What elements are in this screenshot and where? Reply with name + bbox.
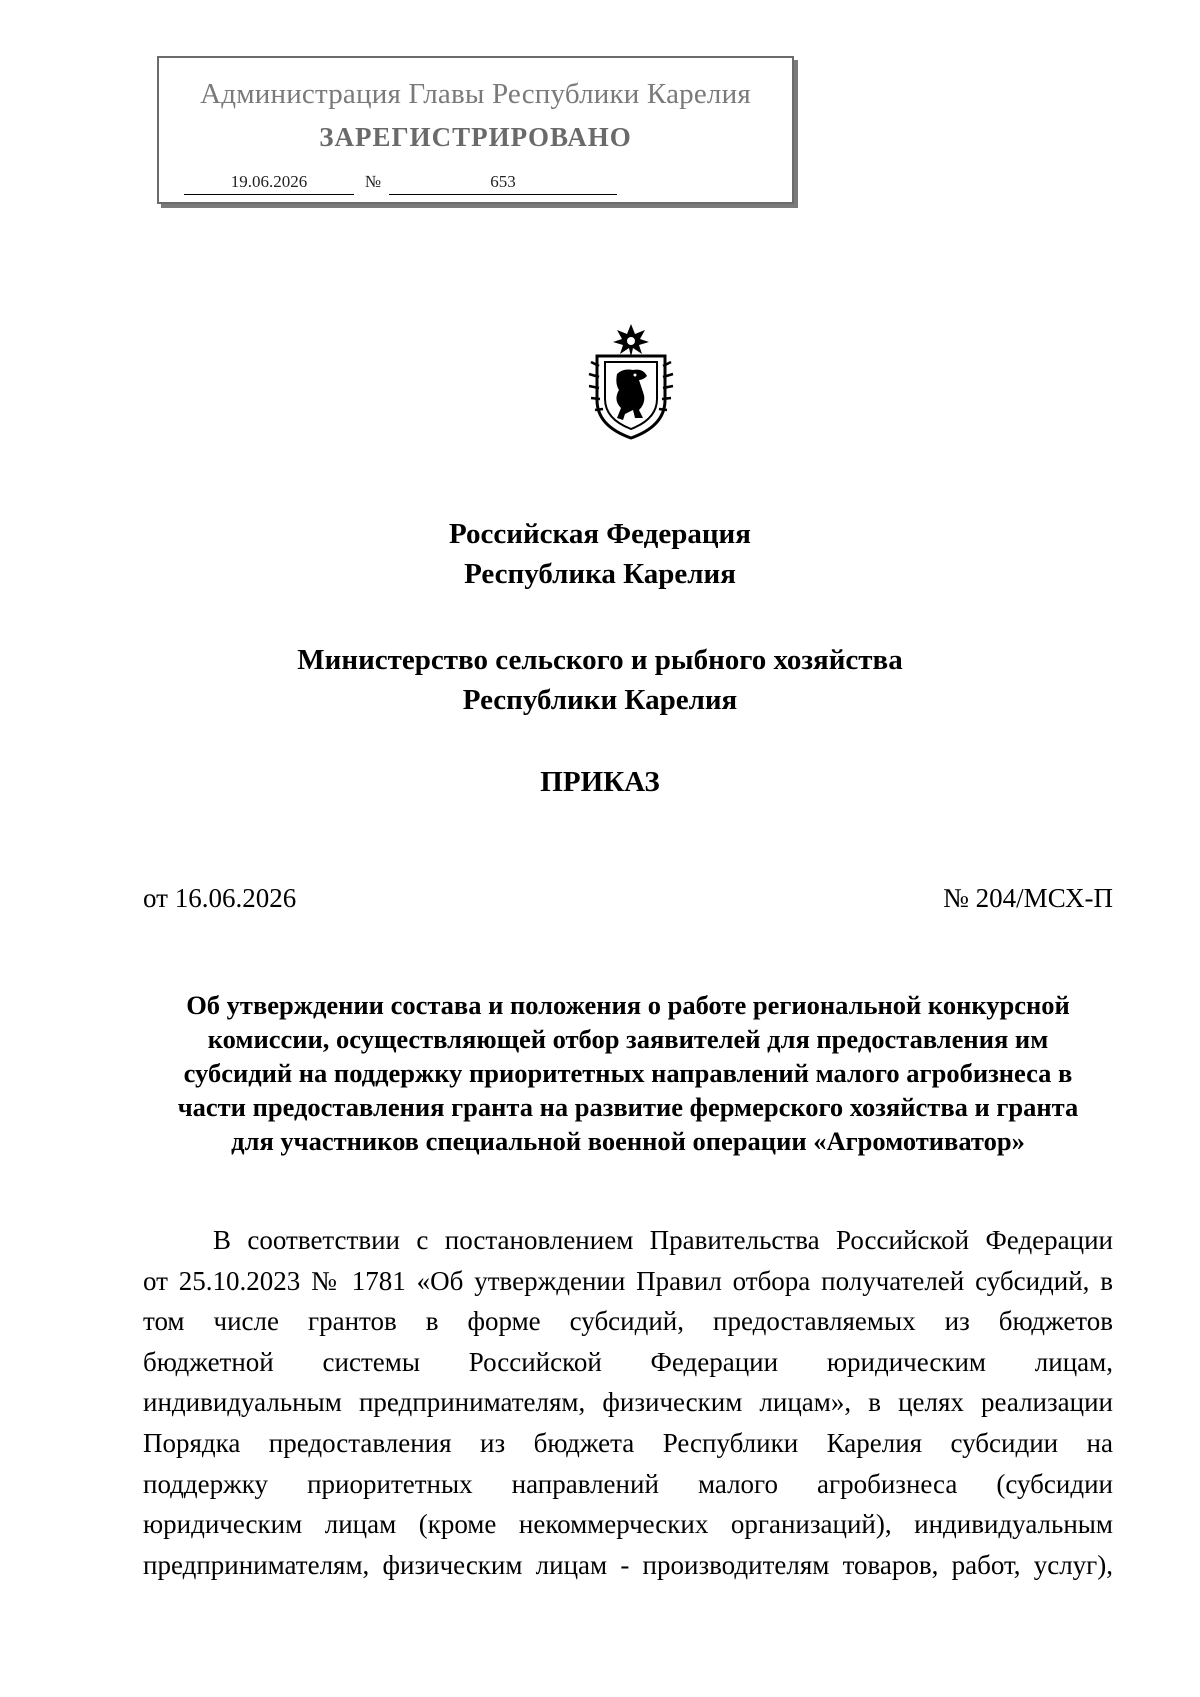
karelia-coat-of-arms-icon <box>583 322 679 442</box>
stamp-date: 19.06.2026 <box>184 170 354 195</box>
state-header <box>0 514 1200 594</box>
body-line: индивидуальным предпринимателям, физическим лицам», в целях реализации <box>143 1387 1113 1418</box>
body-line: Порядка предоставления из бюджета Республики Карелия субсидии на <box>143 1427 1113 1458</box>
body-line: В соответствии с постановлением Правительства Российской Федерации <box>213 1225 1113 1255</box>
ministry-name-line2: Республики Карелия <box>462 684 738 716</box>
ministry-name-line1: Министерство сельского и рыбного хозяйства <box>297 644 903 676</box>
subject-line: комиссии, осуществляющей отбор заявителей для предоставления им <box>207 1024 1049 1054</box>
body-line: том числе грантов в форме субсидий, предоставляемых из бюджетов <box>143 1306 1113 1337</box>
subject-line: для участников специальной военной операции «Агромотиватор» <box>231 1126 1025 1156</box>
body-line: бюджетной системы Российской Федерации юридическим лицам, <box>143 1346 1113 1377</box>
order-number: № 204/МСХ-П <box>943 883 1113 913</box>
body-line: поддержку приоритетных направлений малого агробизнеса (субсидии <box>143 1468 1113 1499</box>
stamp-title: Администрация Главы Республики Карелия <box>200 78 751 110</box>
document-type: ПРИКАЗ <box>540 766 660 798</box>
body-line: от 25.10.2023 № 1781 «Об утверждении Правил отбора получателей субсидий, в <box>143 1265 1113 1296</box>
order-date: от 16.06.2026 <box>143 883 297 913</box>
ministry-header <box>0 640 1200 720</box>
country-name: Российская Федерация <box>449 518 751 550</box>
subject-line: субсидий на поддержку приоритетных направлений малого агробизнеса в <box>183 1058 1073 1088</box>
body-line: предпринимателям, физическим лицам - производителям товаров, работ, услуг), <box>143 1549 1113 1580</box>
body-text <box>143 1220 1113 1585</box>
registration-stamp <box>157 56 794 204</box>
republic-name: Республика Карелия <box>464 558 736 590</box>
order-details <box>143 880 1113 916</box>
stamp-number: 653 <box>389 170 617 195</box>
body-line: юридическим лицам (кроме некоммерческих организаций), индивидуальным <box>143 1509 1113 1540</box>
subject-line: части предоставления гранта на развитие фермерского хозяйства и гранта <box>177 1092 1079 1122</box>
subject-line: Об утверждении состава и положения о работе региональной конкурсной <box>186 990 1070 1020</box>
stamp-status: ЗАРЕГИСТРИРОВАНО <box>319 122 632 152</box>
order-subject <box>143 988 1113 1158</box>
stamp-number-sign: № <box>364 172 382 191</box>
